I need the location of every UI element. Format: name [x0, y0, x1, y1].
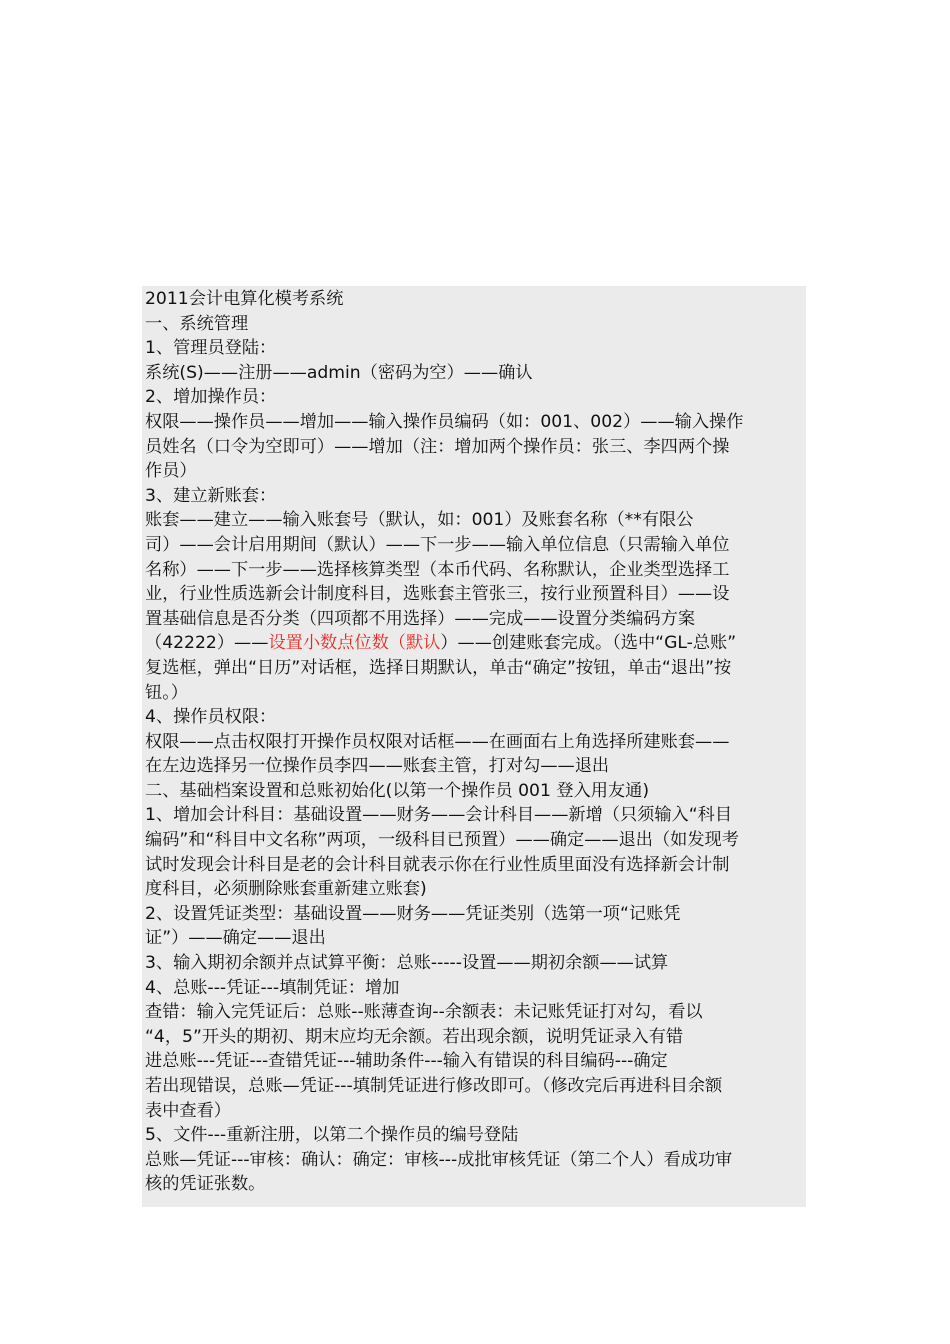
document-title: 2011会计电算化模考系统: [145, 289, 344, 309]
text-line: 核的凭证张数。: [145, 1174, 266, 1195]
text-line: 一、系统管理: [145, 313, 249, 334]
text-line: 业，行业性质选新会计制度科目，选账套主管张三，按行业预置科目）——设: [145, 584, 730, 605]
text-line: “4，5”开头的期初、期末应均无余额。若出现余额，说明凭证录入有错: [145, 1026, 684, 1047]
text-line: 系统(S)——注册——admin（密码为空）——确认: [145, 362, 533, 383]
text-line: 1、管理员登陆：: [145, 338, 277, 359]
text-line: 置基础信息是否分类（四项都不用选择）——完成——设置分类编码方案: [145, 608, 696, 629]
text-line: 2、增加操作员：: [145, 387, 277, 408]
text-line: 3、建立新账套：: [145, 485, 277, 506]
text-line: 查错：输入完凭证后：总账--账薄查询--余额表：未记账凭证打对勾，看以: [145, 1002, 703, 1023]
text-line: 钮。）: [145, 682, 188, 703]
text-line: 2、设置凭证类型：基础设置——财务——凭证类别（选第一项“记账凭: [145, 903, 681, 924]
text-line: 总账—凭证---审核：确认：确定：审核---成批审核凭证（第二个人）看成功审: [145, 1149, 733, 1170]
document-text-block: [142, 286, 806, 1207]
text-line: 4、总账---凭证---填制凭证：增加: [145, 977, 400, 998]
text-line: 5、文件---重新注册，以第二个操作员的编号登陆: [145, 1125, 519, 1146]
text-line: 4、操作员权限：: [145, 707, 277, 728]
text-line: 二、基础档案设置和总账初始化(以第一个操作员 001 登入用友通): [145, 780, 650, 801]
text-line: 1、增加会计科目：基础设置——财务——会计科目——新增（只须输入“科目: [145, 805, 733, 826]
text-line: 试时发现会计科目是老的会计科目就表示你在行业性质里面没有选择新会计制: [145, 854, 730, 875]
highlighted-text: 设置小数点位数（默认: [268, 633, 441, 654]
text-line: 名称）——下一步——选择核算类型（本币代码、名称默认，企业类型选择工: [145, 559, 730, 580]
text-line: 度科目，必须删除账套重新建立账套): [145, 879, 427, 900]
text-line: 证”）——确定——退出: [145, 928, 326, 949]
text-line: 权限——操作员——增加——输入操作员编码（如：001、002）——输入操作: [145, 411, 744, 432]
text-line: 若出现错误，总账—凭证---填制凭证进行修改即可。（修改完后再进科目余额: [145, 1076, 723, 1096]
text-line: 在左边选择另一位操作员李四——账套主管，打对勾——退出: [145, 756, 610, 777]
text-line: 进总账---凭证---查错凭证---辅助条件---输入有错误的科目编码---确定: [145, 1051, 668, 1072]
text-line: 司）——会计启用期间（默认）——下一步——输入单位信息（只需输入单位: [145, 534, 730, 555]
text-line: 编码”和“科目中文名称”两项，一级科目已预置）——确定——退出（如发现考: [145, 830, 739, 851]
text-line: 表中查看）: [145, 1100, 231, 1121]
text-line: 权限——点击权限打开操作员权限对话框——在画面右上角选择所建账套——: [145, 731, 730, 752]
text-line: （42222）——设置小数点位数（默认）——创建账套完成。（选中“GL-总账”: [145, 633, 737, 654]
text-line: 复选框，弹出“日历”对话框，选择日期默认，单击“确定”按钮，单击“退出”按: [145, 657, 732, 678]
text-line: 3、输入期初余额并点试算平衡：总账-----设置——期初余额——试算: [145, 953, 669, 974]
text-line: 员姓名（口令为空即可）——增加（注：增加两个操作员：张三、李四两个操: [145, 436, 730, 457]
text-line: 账套——建立——输入账套号（默认，如：001）及账套名称（**有限公: [145, 510, 694, 531]
text-line: 作员）: [145, 461, 197, 482]
